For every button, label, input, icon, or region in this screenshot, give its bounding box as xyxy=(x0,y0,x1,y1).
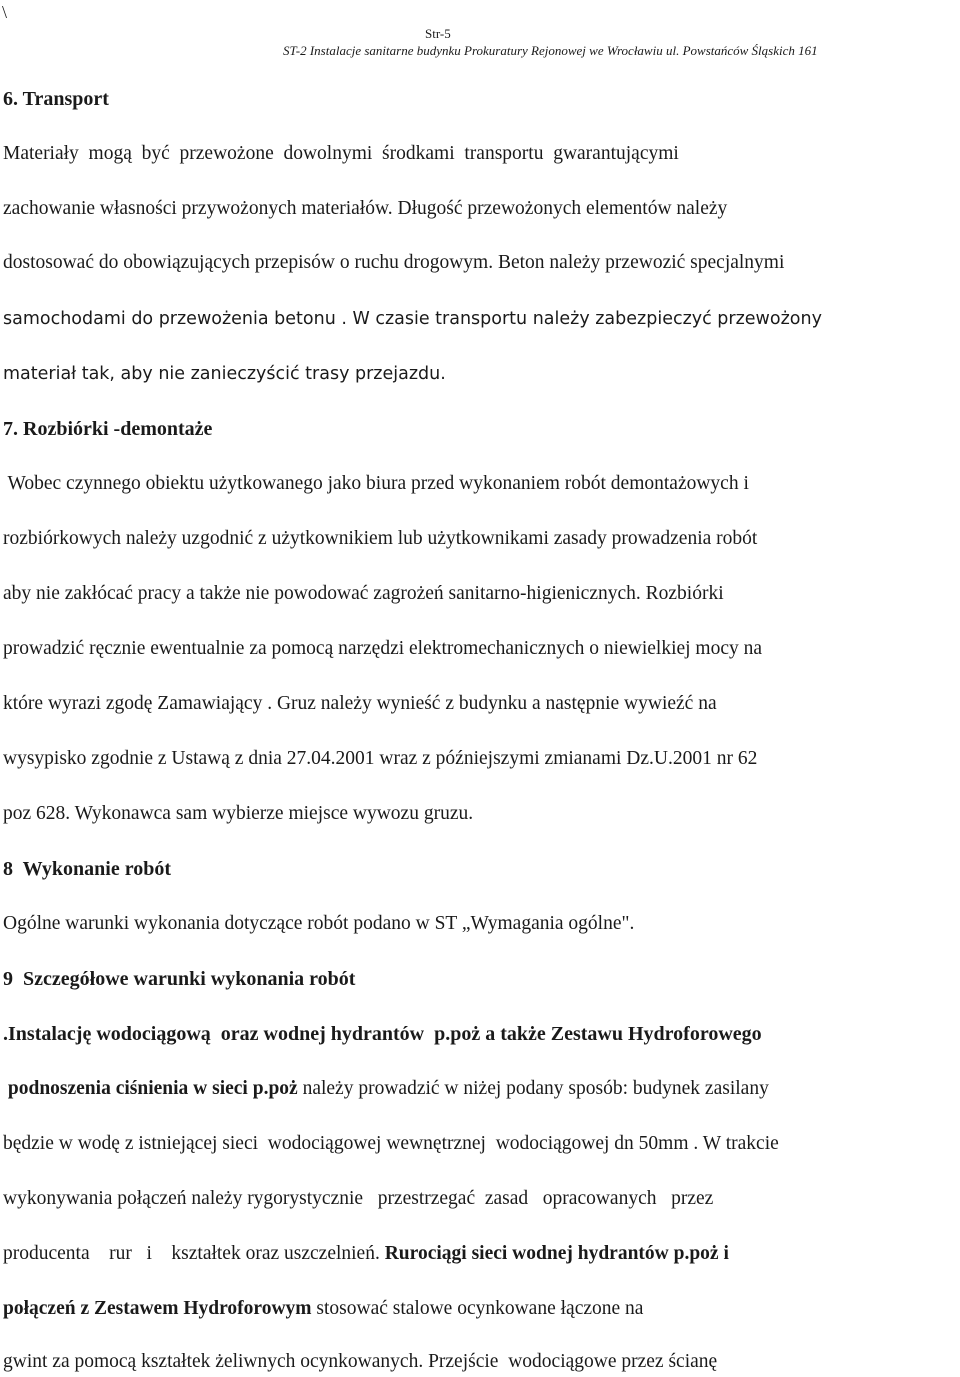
section-7-line-4: prowadzić ręcznie ewentualnie za pomocą narzędzi elektromechanicznych o niewielkiej mocy na xyxy=(3,638,763,659)
section-9-line-4-normal: producenta rur i kształtek oraz uszczelnień. xyxy=(3,1243,385,1264)
section-7-line-1: Wobec czynnego obiektu użytkowanego jako biura przed wykonaniem robót demontażowych i xyxy=(3,473,749,494)
section-7-line-6: wysypisko zgodnie z Ustawą z dnia 27.04.2001 wraz z późniejszymi zmianami Dz.U.2001 nr 62 xyxy=(3,748,758,769)
section-7-line-3: aby nie zakłócać pracy a także nie powodować zagrożeń sanitarno-higienicznych. Rozbiórki xyxy=(3,583,724,604)
section-7-line-2: rozbiórkowych należy uzgodnić z użytkownikiem lub użytkownikami zasady prowadzenia robót xyxy=(3,528,758,549)
section-9-line-2: będzie w wodę z istniejącej sieci wodociągowej wewnętrznej wodociągowej dn 50mm . W trakcie xyxy=(3,1133,779,1154)
section-9-line-1-rest: należy prowadzić w niżej podany sposób: budynek zasilany xyxy=(297,1078,769,1099)
section-6-line-3: dostosować do obowiązujących przepisów o ruchu drogowym. Beton należy przewozić specjalnymi xyxy=(3,252,785,273)
section-9-bold-line: .Instalację wodociągową oraz wodnej hydrantów p.poż a także Zestawu Hydroforowego xyxy=(3,1023,762,1045)
document-title: ST-2 Instalacje sanitarne budynku Prokuratury Rejonowej we Wrocławiu ul. Powstańców Śląskich 161 xyxy=(283,43,818,58)
section-9-line-1 xyxy=(3,1078,769,1100)
section-8-line: Ogólne warunki wykonania dotyczące robót podano w ST „Wymagania ogólne". xyxy=(3,913,635,934)
section-8-heading: 8 Wykonanie robót xyxy=(3,858,171,880)
page-number: Str-5 xyxy=(425,26,451,41)
section-7-line-5: które wyrazi zgodę Zamawiający . Gruz należy wynieść z budynku a następnie wywieźć na xyxy=(3,693,717,714)
section-6-line-2: zachowanie własności przywożonych materiałów. Długość przewożonych elementów należy xyxy=(3,198,728,219)
section-9-line-6: gwint za pomocą kształtek żeliwnych ocynkowanych. Przejście wodociągowe przez ścianę xyxy=(3,1351,718,1372)
section-9-line-3: wykonywania połączeń należy rygorystycznie przestrzegać zasad opracowanych przez xyxy=(3,1188,714,1209)
section-9-line-5-rest: stosować stalowe ocynkowane łączone na xyxy=(311,1298,644,1319)
section-9-line-4 xyxy=(3,1243,729,1265)
section-6-line-4: samochodami do przewożenia betonu . W czasie transportu należy zabezpieczyć przewożony xyxy=(3,309,822,329)
section-6-line-5: materiał tak, aby nie zanieczyścić trasy przejazdu. xyxy=(3,364,446,384)
corner-mark: \ xyxy=(2,2,8,22)
section-7-heading: 7. Rozbiórki -demontaże xyxy=(3,418,213,440)
section-6-line-1: Materiały mogą być przewożone dowolnymi środkami transportu gwarantującymi xyxy=(3,143,679,164)
section-7-line-7: poz 628. Wykonawca sam wybierze miejsce wywozu gruzu. xyxy=(3,803,474,824)
section-6-heading: 6. Transport xyxy=(3,88,109,110)
section-9-line-5-bold: połączeń z Zestawem Hydroforowym xyxy=(3,1298,312,1319)
section-9-line-5 xyxy=(3,1298,643,1320)
section-9-heading: 9 Szczegółowe warunki wykonania robót xyxy=(3,968,356,990)
section-9-line-4-bold: Rurociągi sieci wodnej hydrantów p.poż i xyxy=(384,1243,729,1264)
section-9-line-1-bold: podnoszenia ciśnienia w sieci p.poż xyxy=(3,1078,298,1099)
